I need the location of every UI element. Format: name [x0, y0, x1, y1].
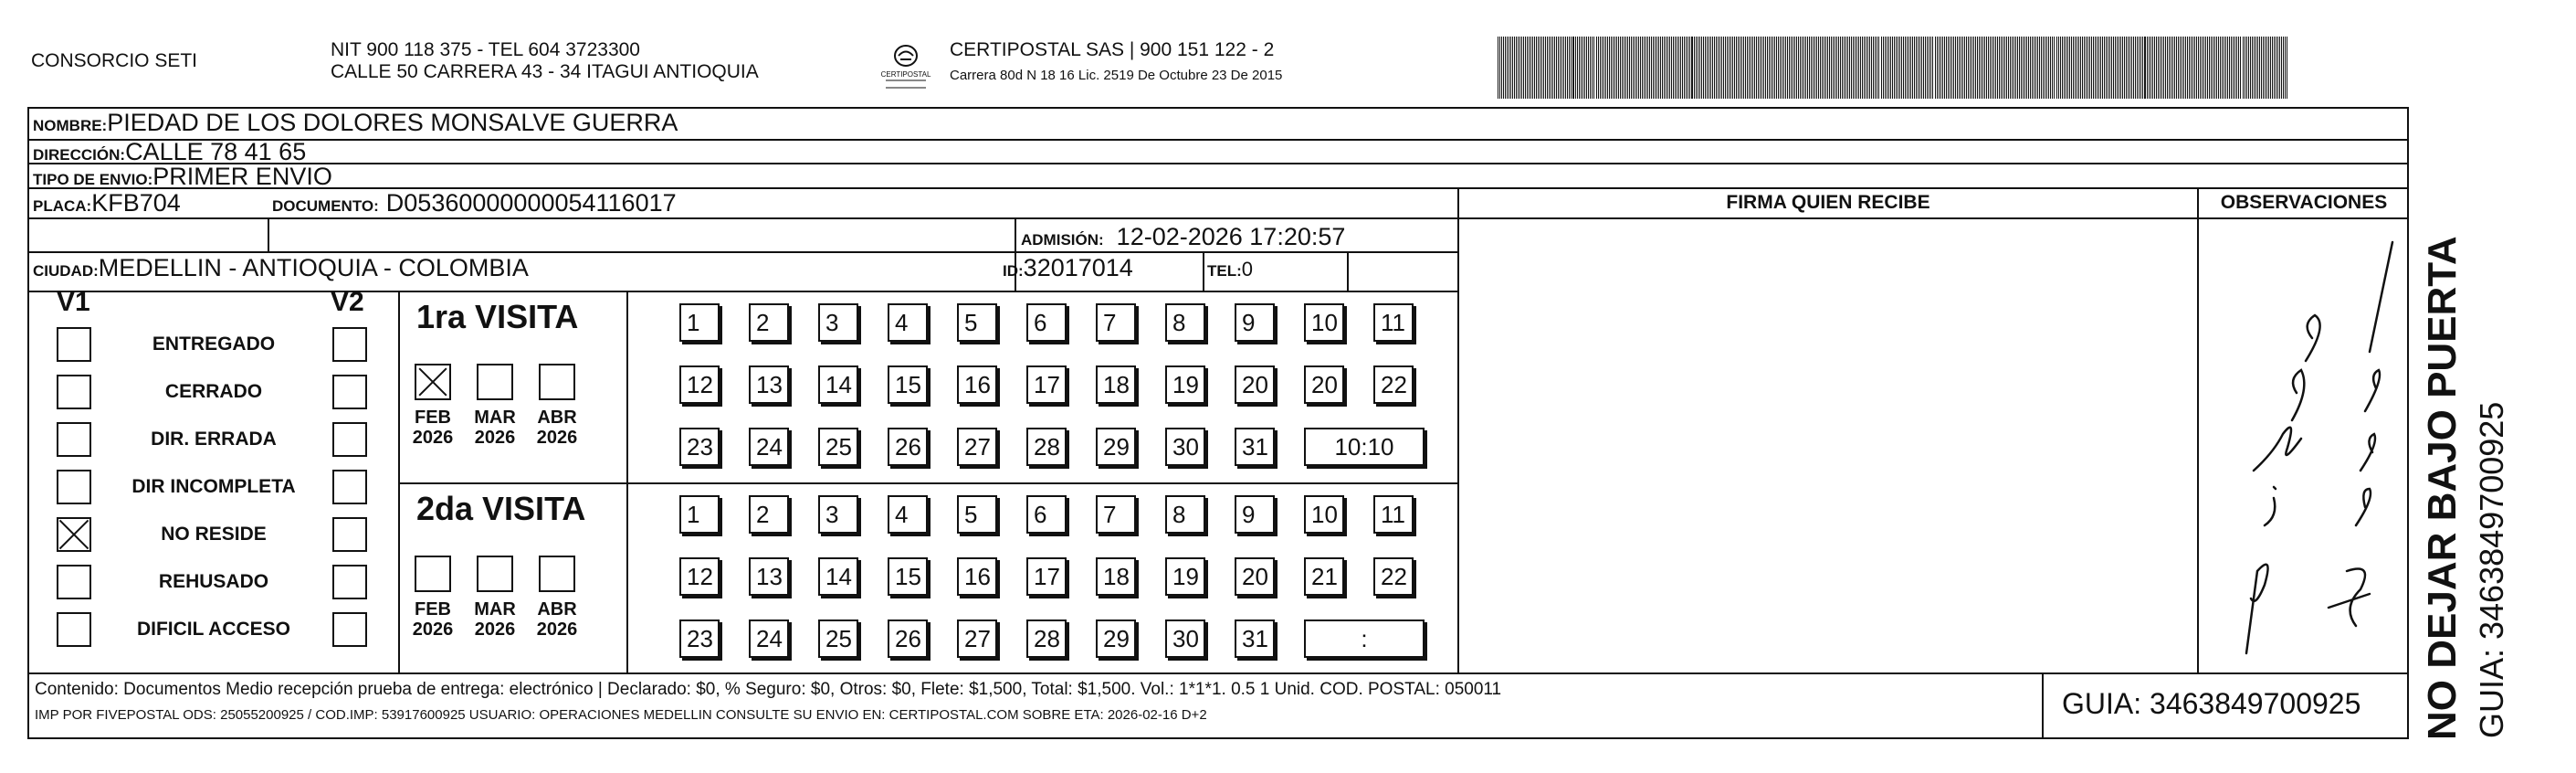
- day-box[interactable]: 1: [679, 303, 720, 342]
- day-box[interactable]: 20: [1235, 557, 1275, 596]
- admision-value: 12-02-2026 17:20:57: [1116, 223, 1346, 250]
- barcode: [1498, 37, 2292, 101]
- firma-header: FIRMA QUIEN RECIBE: [1726, 192, 1930, 213]
- tipo-envio-value: PRIMER ENVIO: [152, 163, 332, 190]
- month-label: [530, 408, 584, 448]
- visit-time[interactable]: :: [1304, 619, 1425, 658]
- day-box[interactable]: 25: [818, 619, 858, 658]
- status-label: DIR INCOMPLETA: [131, 476, 296, 497]
- day-box[interactable]: 30: [1165, 428, 1205, 466]
- day-box[interactable]: 19: [1165, 557, 1205, 596]
- month-checkbox[interactable]: [539, 556, 575, 592]
- month-checkbox[interactable]: [415, 364, 451, 400]
- tel-label: TEL:: [1207, 262, 1242, 280]
- month-name: FEB: [415, 599, 451, 619]
- day-box[interactable]: 6: [1026, 303, 1067, 342]
- day-box[interactable]: 2: [749, 495, 789, 534]
- day-box[interactable]: 24: [749, 619, 789, 658]
- status-label: ENTREGADO: [152, 334, 276, 355]
- visit-title: 1ra VISITA: [416, 298, 579, 335]
- day-box[interactable]: 3: [818, 303, 858, 342]
- month-year: 2026: [474, 619, 516, 640]
- day-box[interactable]: 29: [1096, 428, 1136, 466]
- month-year: 2026: [412, 428, 454, 448]
- certipostal-logo: [878, 40, 933, 91]
- month-name: FEB: [415, 408, 451, 428]
- day-box[interactable]: 4: [888, 495, 928, 534]
- month-name: MAR: [474, 599, 516, 619]
- company-name: CONSORCIO SETI: [31, 50, 198, 71]
- day-box[interactable]: 18: [1096, 365, 1136, 404]
- observaciones-note: [2210, 224, 2215, 225]
- footer-guia: GUIA: 3463849700925: [2062, 687, 2361, 720]
- day-box[interactable]: 2: [749, 303, 789, 342]
- status-v1-checkbox[interactable]: [57, 422, 91, 457]
- status-v2-checkbox[interactable]: [332, 422, 367, 457]
- direccion-value: CALLE 78 41 65: [125, 138, 307, 165]
- day-box[interactable]: 23: [679, 619, 720, 658]
- status-v2-checkbox[interactable]: [332, 327, 367, 362]
- day-box[interactable]: 30: [1165, 619, 1205, 658]
- nit-line: NIT 900 118 375 - TEL 604 3723300: [331, 39, 640, 60]
- month-checkbox[interactable]: [477, 556, 513, 592]
- status-label: DIFICIL ACCESO: [136, 619, 290, 640]
- documento-label: DOCUMENTO:: [272, 197, 379, 215]
- day-box[interactable]: 4: [888, 303, 928, 342]
- observaciones-handwriting: [2210, 224, 2402, 662]
- status-label: CERRADO: [164, 381, 263, 402]
- status-v1-checkbox[interactable]: [57, 375, 91, 409]
- v1-header: V1: [57, 287, 90, 317]
- side-guia: GUIA: 3463849700925: [2473, 401, 2510, 738]
- day-box[interactable]: 27: [957, 619, 997, 658]
- visit-title: 2da VISITA: [416, 490, 586, 527]
- month-label: [468, 408, 522, 448]
- day-box[interactable]: 18: [1096, 557, 1136, 596]
- side-notice: NO DEJAR BAJO PUERTA: [2420, 236, 2465, 740]
- month-label: [468, 599, 522, 640]
- placa-label: PLACA:: [33, 197, 92, 215]
- month-name: ABR: [537, 599, 577, 619]
- address-line: CALLE 50 CARRERA 43 - 34 ITAGUI ANTIOQUIA: [331, 61, 759, 82]
- day-box[interactable]: 12: [679, 557, 720, 596]
- month-year: 2026: [536, 428, 578, 448]
- day-box[interactable]: 11: [1373, 495, 1414, 534]
- status-v2-checkbox[interactable]: [332, 612, 367, 647]
- day-box[interactable]: 1: [679, 495, 720, 534]
- status-v2-checkbox[interactable]: [332, 565, 367, 599]
- day-box[interactable]: 16: [957, 365, 997, 404]
- tel-value: 0: [1241, 258, 1254, 281]
- day-box[interactable]: 29: [1096, 619, 1136, 658]
- day-box[interactable]: 7: [1096, 303, 1136, 342]
- day-box[interactable]: 11: [1373, 303, 1414, 342]
- footer-line1: Contenido: Documentos Medio recepción prueba de entrega: electrónico | Declarado: $0, % Seguro: $0, Otros: $0, Flete: $1,500, Total: $1,500. Vol.: 1*1*1. 0.5 1 Unid. COD. POSTAL: 050011: [35, 680, 1502, 699]
- day-box[interactable]: 28: [1026, 619, 1067, 658]
- status-v2-checkbox[interactable]: [332, 470, 367, 504]
- status-label: DIR. ERRADA: [151, 429, 277, 450]
- status-label: REHUSADO: [158, 571, 269, 592]
- observaciones-header: OBSERVACIONES: [2220, 192, 2388, 213]
- month-name: ABR: [537, 408, 577, 428]
- nombre-label: NOMBRE:: [33, 117, 108, 134]
- status-v1-checkbox[interactable]: [57, 327, 91, 362]
- day-box[interactable]: 8: [1165, 495, 1205, 534]
- certipostal-line1: CERTIPOSTAL SAS | 900 151 122 - 2: [950, 39, 1275, 60]
- day-box[interactable]: 9: [1235, 303, 1275, 342]
- day-box[interactable]: 25: [818, 428, 858, 466]
- status-v1-checkbox[interactable]: [57, 612, 91, 647]
- ciudad-field: [33, 254, 529, 286]
- day-box[interactable]: 5: [957, 495, 997, 534]
- month-year: 2026: [474, 428, 516, 448]
- status-v1-checkbox[interactable]: [57, 470, 91, 504]
- day-box[interactable]: 15: [888, 557, 928, 596]
- day-box[interactable]: 7: [1096, 495, 1136, 534]
- day-box[interactable]: 20: [1304, 365, 1344, 404]
- month-year: 2026: [536, 619, 578, 640]
- month-name: MAR: [474, 408, 516, 428]
- day-box[interactable]: 21: [1304, 557, 1344, 596]
- day-box[interactable]: 16: [957, 557, 997, 596]
- day-box[interactable]: 24: [749, 428, 789, 466]
- day-box[interactable]: 19: [1165, 365, 1205, 404]
- month-checkbox[interactable]: [477, 364, 513, 400]
- day-box[interactable]: 10: [1304, 303, 1344, 342]
- day-box[interactable]: 14: [818, 557, 858, 596]
- id-field: [1003, 254, 1133, 286]
- day-box[interactable]: 17: [1026, 557, 1067, 596]
- day-box[interactable]: 28: [1026, 428, 1067, 466]
- day-box[interactable]: 3: [818, 495, 858, 534]
- direccion-label: DIRECCIÓN:: [33, 146, 126, 164]
- month-checkbox[interactable]: [539, 364, 575, 400]
- day-box[interactable]: 13: [749, 365, 789, 404]
- ciudad-value: MEDELLIN - ANTIOQUIA - COLOMBIA: [98, 254, 529, 281]
- documento-field: [272, 189, 677, 221]
- day-box[interactable]: 14: [818, 365, 858, 404]
- month-checkbox[interactable]: [415, 556, 451, 592]
- logo-text: CERTIPOSTAL: [880, 70, 931, 79]
- documento-value: D05360000000054116017: [385, 189, 677, 217]
- id-label: ID:: [1003, 262, 1024, 280]
- tipo-envio-label: TIPO DE ENVIO:: [33, 171, 153, 188]
- status-v2-checkbox[interactable]: [332, 517, 367, 552]
- day-box[interactable]: 22: [1373, 365, 1414, 404]
- day-box[interactable]: 26: [888, 619, 928, 658]
- placa-field: [33, 189, 181, 221]
- day-box[interactable]: 5: [957, 303, 997, 342]
- admision-label: ADMISIÓN:: [1021, 231, 1104, 249]
- status-v1-checkbox[interactable]: [57, 517, 91, 552]
- day-box[interactable]: 13: [749, 557, 789, 596]
- admision-field: [1021, 223, 1345, 255]
- ciudad-label: CIUDAD:: [33, 262, 99, 280]
- day-box[interactable]: 26: [888, 428, 928, 466]
- status-v2-checkbox[interactable]: [332, 375, 367, 409]
- v2-header: V2: [331, 287, 364, 317]
- month-label: [405, 408, 460, 448]
- day-box[interactable]: 10: [1304, 495, 1344, 534]
- day-box[interactable]: 27: [957, 428, 997, 466]
- month-label: [530, 599, 584, 640]
- day-box[interactable]: 15: [888, 365, 928, 404]
- day-box[interactable]: 17: [1026, 365, 1067, 404]
- day-box[interactable]: 12: [679, 365, 720, 404]
- tel-field: [1207, 256, 1253, 286]
- status-label: NO RESIDE: [161, 524, 267, 545]
- nombre-field: [33, 109, 678, 141]
- day-box[interactable]: 8: [1165, 303, 1205, 342]
- day-box[interactable]: 9: [1235, 495, 1275, 534]
- status-v1-checkbox[interactable]: [57, 565, 91, 599]
- placa-value: KFB704: [91, 189, 181, 217]
- day-box[interactable]: 31: [1235, 619, 1275, 658]
- month-year: 2026: [412, 619, 454, 640]
- nombre-value: PIEDAD DE LOS DOLORES MONSALVE GUERRA: [107, 109, 678, 136]
- day-box[interactable]: 22: [1373, 557, 1414, 596]
- day-box[interactable]: 23: [679, 428, 720, 466]
- id-value: 32017014: [1023, 254, 1133, 281]
- month-label: [405, 599, 460, 640]
- visit-time[interactable]: 10:10: [1304, 428, 1425, 466]
- certipostal-line2: Carrera 80d N 18 16 Lic. 2519 De Octubre 23 De 2015: [950, 68, 1283, 83]
- day-box[interactable]: 31: [1235, 428, 1275, 466]
- day-box[interactable]: 6: [1026, 495, 1067, 534]
- day-box[interactable]: 20: [1235, 365, 1275, 404]
- footer-line2: IMP POR FIVEPOSTAL ODS: 25055200925 / COD.IMP: 53917600925 USUARIO: OPERACIONES MEDELLIN CONSULTE SU ENVIO EN: CERTIPOSTAL.COM SOBRE ETA: 2026-02-16 D+2: [35, 707, 1207, 723]
